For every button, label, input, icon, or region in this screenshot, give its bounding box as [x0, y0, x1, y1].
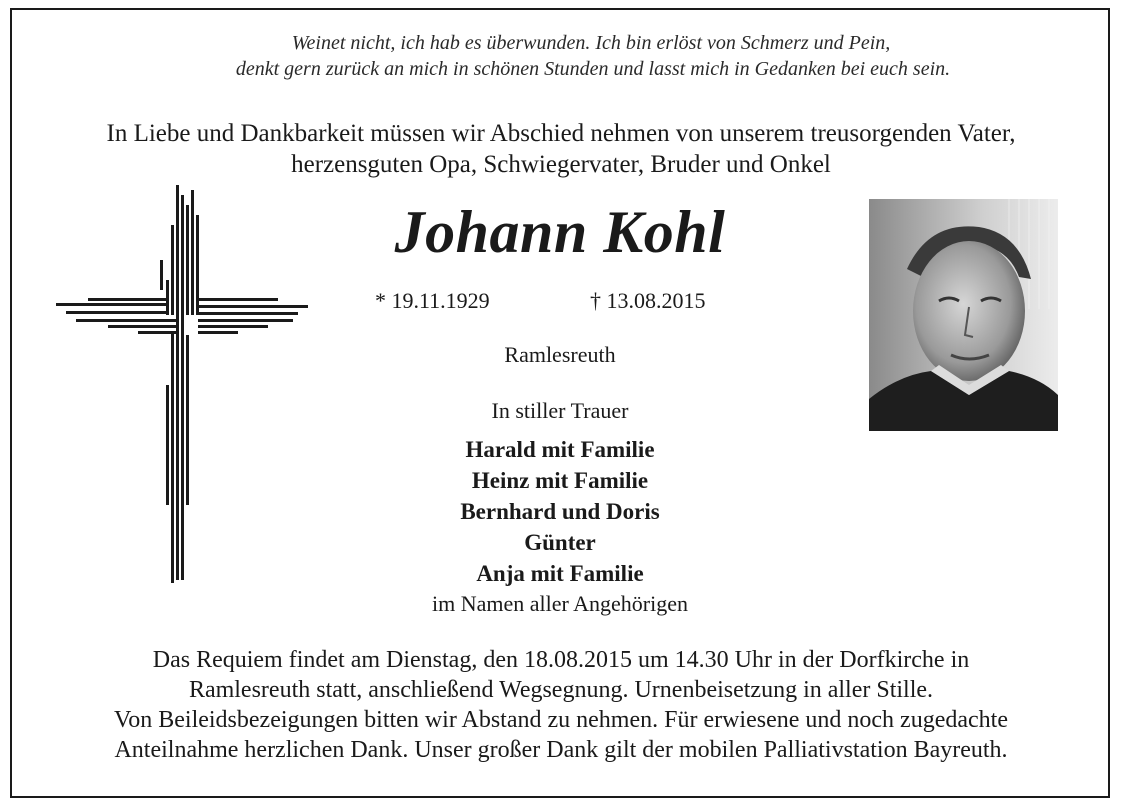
intro-line-2: herzensguten Opa, Schwiegervater, Bruder und Onkel	[291, 151, 831, 178]
cross-stroke	[160, 260, 163, 290]
details-line-1: Das Requiem findet am Dienstag, den 18.08.2015 um 14.30 Uhr in der Dorfkirche in	[152, 647, 970, 673]
mourner-name: Heinz mit Familie	[471, 468, 649, 493]
cross-stroke	[171, 225, 174, 315]
details-line-2: Ramlesreuth statt, anschließend Wegsegnung. Urnenbeisetzung in aller Stille.	[188, 677, 934, 703]
cross-stroke	[198, 319, 293, 322]
poem-line-1: Weinet nicht, ich hab es überwunden. Ich bin erlöst von Schmerz und Pein,	[291, 32, 891, 54]
cross-stroke	[198, 331, 238, 334]
birth-date: * 19.11.1929	[375, 288, 490, 313]
cross-stroke	[76, 319, 176, 322]
cross-stroke	[166, 385, 169, 505]
cross-stroke	[198, 325, 268, 328]
cross-stroke	[181, 195, 184, 580]
mourner-list	[360, 434, 760, 589]
family-note: im Namen aller Angehörigen	[432, 591, 688, 616]
mourner-name: Günter	[524, 530, 596, 555]
cross-stroke	[171, 333, 174, 583]
intro-text	[0, 118, 1122, 180]
cross-stroke	[198, 305, 308, 308]
cross-stroke	[198, 298, 278, 301]
cross-stroke	[186, 205, 189, 315]
mourner-name: Bernhard und Doris	[460, 499, 660, 524]
cross-stroke	[108, 325, 176, 328]
mourner-name: Harald mit Familie	[465, 437, 655, 462]
cross-stroke	[166, 280, 169, 315]
memorial-poem	[0, 30, 1122, 82]
portrait-photo	[869, 199, 1058, 431]
cross-stroke	[56, 303, 166, 306]
details-line-4: Anteilnahme herzlichen Dank. Unser großer Dank gilt der mobilen Palliativstation Bayreuth.	[114, 737, 1008, 763]
mourning-title: In stiller Trauer	[491, 398, 629, 423]
service-details	[0, 645, 1122, 765]
cross-stroke	[88, 298, 166, 301]
death-date: † 13.08.2015	[590, 288, 706, 313]
cross-stroke	[186, 335, 189, 505]
intro-line-1: In Liebe und Dankbarkeit müssen wir Abschied nehmen von unserem treusorgenden Vater,	[106, 120, 1016, 147]
cross-stroke	[138, 331, 176, 334]
cross-icon	[48, 185, 318, 590]
cross-stroke	[66, 311, 166, 314]
cross-stroke	[198, 312, 298, 315]
hometown: Ramlesreuth	[504, 342, 616, 367]
mourner-name: Anja mit Familie	[476, 561, 644, 586]
poem-line-2: denkt gern zurück an mich in schönen Stunden und lasst mich in Gedanken bei euch sein.	[235, 58, 951, 80]
cross-stroke	[191, 190, 194, 315]
deceased-name: Johann Kohl	[394, 199, 726, 265]
cross-stroke	[176, 185, 179, 580]
details-line-3: Von Beileidsbezeigungen bitten wir Abstand zu nehmen. Für erwiesene und noch zugedachte	[114, 707, 1008, 733]
